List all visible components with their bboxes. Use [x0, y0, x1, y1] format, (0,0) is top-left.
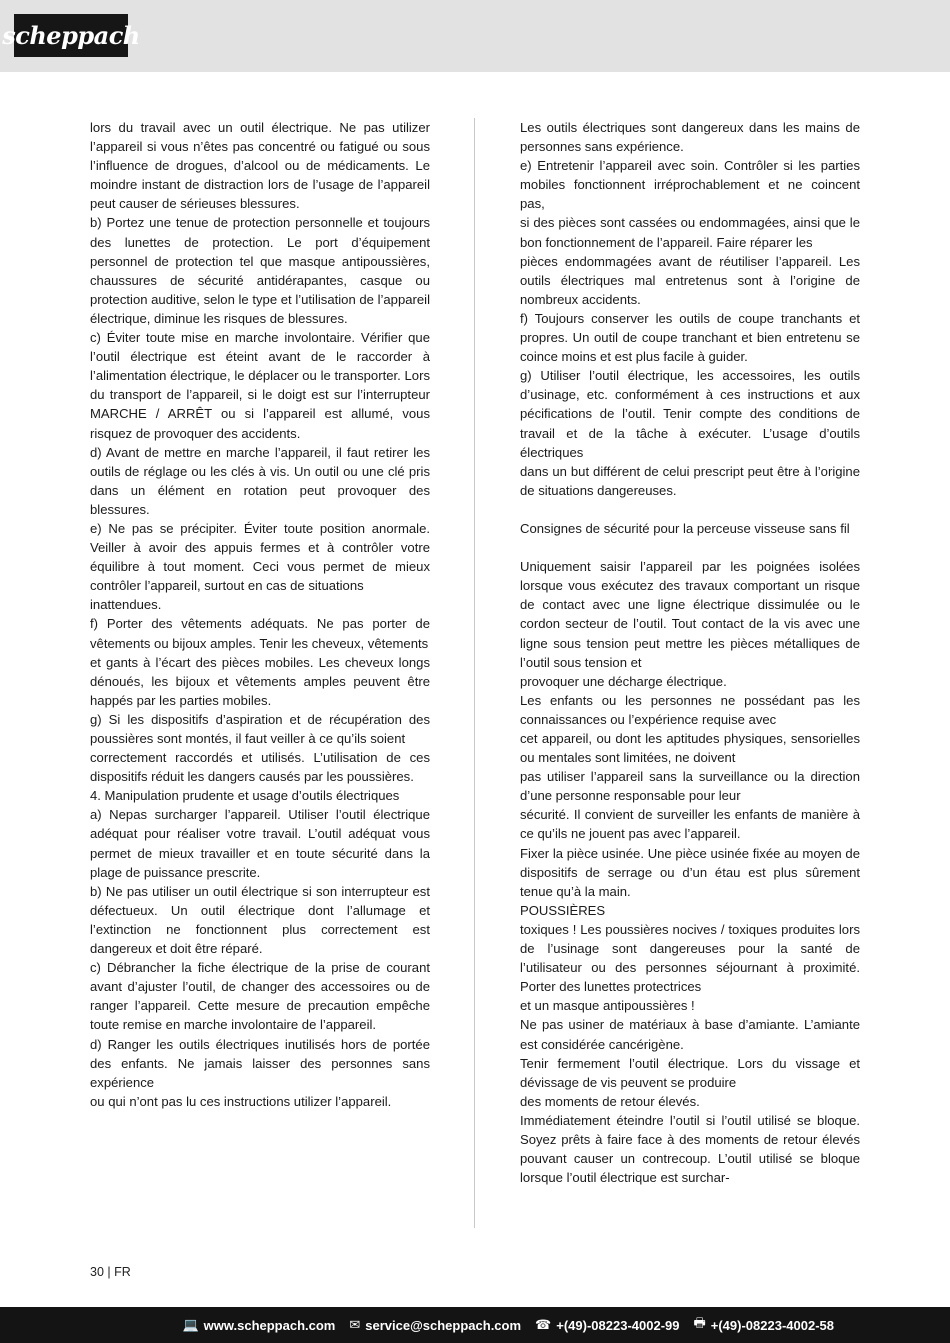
email-link[interactable]: service@scheppach.com [365, 1317, 522, 1333]
phone-icon: ☎ [535, 1317, 552, 1332]
paragraph [520, 500, 860, 519]
paragraph: Les outils électriques sont dangereux dans les mains de personnes sans expérience. [520, 120, 860, 155]
paragraph: Ne pas usiner de matériaux à base d’amiante. L’amiante est considérée cancérigène. [520, 1017, 860, 1052]
website-link[interactable]: www.scheppach.com [203, 1317, 336, 1333]
paragraph: Fixer la pièce usinée. Une pièce usinée fixée au moyen de dispositifs de serrage ou d’un étau est plus sûrement tenue qu’à la main. [520, 845, 860, 899]
paragraph: des moments de retour élevés. [520, 1093, 700, 1109]
paragraph: pièces endommagées avant de réutiliser l’appareil. Les outils électriques mal entretenus sont à l’origine de nombreux accidents. [520, 253, 860, 307]
phone-number: +(49)-08223-4002-99 [556, 1317, 680, 1333]
fax-icon: 🖶 [693, 1315, 706, 1330]
paragraph: 4. Manipulation prudente et usage d’outils électriques [90, 788, 400, 804]
paragraph: et un masque antipoussières ! [520, 998, 695, 1014]
column-divider [474, 118, 475, 1228]
paragraph: g) Si les dispositifs d’aspiration et de récupération des poussières sont montés, il faut veiller à ce qu’ils soient [90, 711, 430, 746]
monitor-icon: 💻 [182, 1317, 199, 1332]
paragraph: d) Ranger les outils électriques inutilisés hors de portée des enfants. Ne jamais laisser des personnes sans expérience [90, 1036, 430, 1090]
footer-phone [535, 1317, 679, 1333]
paragraph: b) Ne pas utiliser un outil électrique si son interrupteur est défectueux. Un outil électrique dont l’allumage et l’extinction ne fonctionnent plus correctement est dangereux et doit être réparé. [90, 883, 430, 957]
footer-website[interactable] [182, 1317, 335, 1333]
paragraph: Les enfants ou les personnes ne possédant pas les connaissances ou l’expérience requise avec [520, 692, 860, 727]
page-number: 30 | FR [90, 1265, 131, 1279]
paragraph: e) Ne pas se précipiter. Éviter toute position anormale. Veiller à avoir des appuis fermes et à contrôler votre équilibre à tout moment. Ceci vous permet de mieux contrôler l’appareil, surtout en cas de situations [90, 520, 430, 594]
paragraph: Uniquement saisir l’appareil par les poignées isolées lorsque vous exécutez des travaux comportant un risque de contact avec une ligne électrique dissimulée ou le cordon secteur de l’outil. Tout contact de la vis avec une ligne sous tension peut mettre les pièces métalliques de l’outil sous tension et [520, 559, 860, 670]
paragraph: f) Toujours conserver les outils de coupe tranchants et propres. Un outil de coupe tranchant et bien entretenu se coince moins et est plus facile à guider. [520, 310, 860, 365]
paragraph: e) Entretenir l’appareil avec soin. Contrôler si les parties mobiles fonctionnent irréprochablement et ne coincent pas, [520, 158, 860, 212]
paragraph: Immédiatement éteindre l’outil si l’outil utilisé se bloque. Soyez prêts à faire face à des moments de retour élevés pouvant causer un contrecoup. L’outil utilisé se bloque lorsque l’outil électrique est surchar- [520, 1112, 860, 1186]
paragraph: f) Porter des vêtements adéquats. Ne pas porter de vêtements ou bijoux amples. Tenir les cheveux, vêtements [90, 616, 430, 651]
contact-footer [0, 1307, 950, 1343]
paragraph: a) Nepas surcharger l’appareil. Utiliser l’outil électrique adéquat pour réaliser votre travail. L’outil adéquat vous permet de mieux travailler et en toute sécurité dans la plage de puissance prescrite. [90, 807, 430, 880]
paragraph: d) Avant de mettre en marche l’appareil, il faut retirer les outils de réglage ou les clés à vis. Un outil ou une clé pris dans un élément en rotation peut provoquer des blessures. [90, 444, 430, 517]
paragraph: POUSSIÈRES [520, 902, 606, 918]
left-text-column [90, 118, 430, 1111]
paragraph: inattendues. [90, 597, 162, 613]
paragraph: Tenir fermement l’outil électrique. Lors du vissage et dévissage de vis peuvent se produire [520, 1055, 860, 1090]
right-text-column [520, 118, 860, 1187]
footer-email[interactable] [349, 1317, 521, 1333]
paragraph: g) Utiliser l’outil électrique, les accessoires, les outils d’usinage, etc. conformément à ces instructions et aux pécifications de l’outil. Tenir compte des conditions de travail et de la tâche à exécuter. L’usage d’outils électriques [520, 368, 860, 460]
paragraph: dans un but différent de celui prescript peut être à l’origine de situations dangereuses. [520, 463, 860, 498]
paragraph: provoquer une décharge électrique. [520, 673, 727, 689]
paragraph: pas utiliser l’appareil sans la surveillance ou la direction d’une personne responsable pour leur [520, 769, 860, 804]
paragraph: et gants à l’écart des pièces mobiles. Les cheveux longs dénoués, les bijoux et vêtements amples peuvent être happés par les parties mobiles. [90, 654, 430, 708]
footer-fax [693, 1314, 834, 1336]
mail-icon: ✉ [349, 1317, 361, 1332]
fax-number: +(49)-08223-4002-58 [710, 1317, 834, 1333]
paragraph: si des pièces sont cassées ou endommagées, ainsi que le bon fonctionnement de l’appareil. Faire réparer les [520, 215, 860, 250]
paragraph: c) Éviter toute mise en marche involontaire. Vérifier que l’outil électrique est éteint avant de le raccorder à l’alimentation électrique, le déplacer ou le transporter. Lors du transport de l’appareil, si le doigt est sur l’interrupteur MARCHE / ARRÊT ou si l’appareil est allumé, vous risquez de provoquer des accidents. [90, 330, 430, 441]
paragraph: lors du travail avec un outil électrique. Ne pas utilizer l’appareil si vous n’êtes pas concentré ou fatigué ou sous l’influence de drogues, d’alcool ou de médicaments. Le moindre instant de distraction lors de l’usage de l’appareil peut causer de sérieuses blessures. [90, 120, 430, 212]
paragraph: correctement raccordés et utilisés. L’utilisation de ces dispositifs réduit les dangers causés par les poussières. [90, 750, 430, 785]
brand-logo [2, 14, 140, 57]
paragraph [520, 538, 860, 557]
header-band [0, 0, 950, 72]
paragraph: b) Portez une tenue de protection personnelle et toujours des lunettes de protection. Le port d’équipement personnel de protection tel que masque antipoussières, chaussures de sécurité antidérapantes, casque ou protection auditive, selon le type et l’utilisation de l’appareil électrique, diminue les risques de blessures. [90, 215, 430, 326]
paragraph: toxiques ! Les poussières nocives / toxiques produites lors de l’usinage sont dangereuses pour la santé de l’utilisateur ou des personnes séjournant à proximité. Porter des lunettes protectrices [520, 921, 860, 995]
paragraph: ou qui n’ont pas lu ces instructions utilizer l’appareil. [90, 1093, 392, 1109]
paragraph: cet appareil, ou dont les aptitudes physiques, sensorielles ou mentales sont limitées, ne doivent [520, 731, 860, 766]
paragraph: c) Débrancher la fiche électrique de la prise de courant avant d’ajuster l’outil, de changer des accessoires ou de ranger l’appareil. Cette mesure de precaution empêche toute remise en marche involontaire de l’appareil. [90, 960, 430, 1033]
paragraph: sécurité. Il convient de surveiller les enfants de manière à ce qu’ils ne jouent pas avec l’appareil. [520, 807, 860, 842]
paragraph: Consignes de sécurité pour la perceuse visseuse sans fil [520, 520, 850, 536]
logo-text: scheppach [2, 21, 140, 50]
